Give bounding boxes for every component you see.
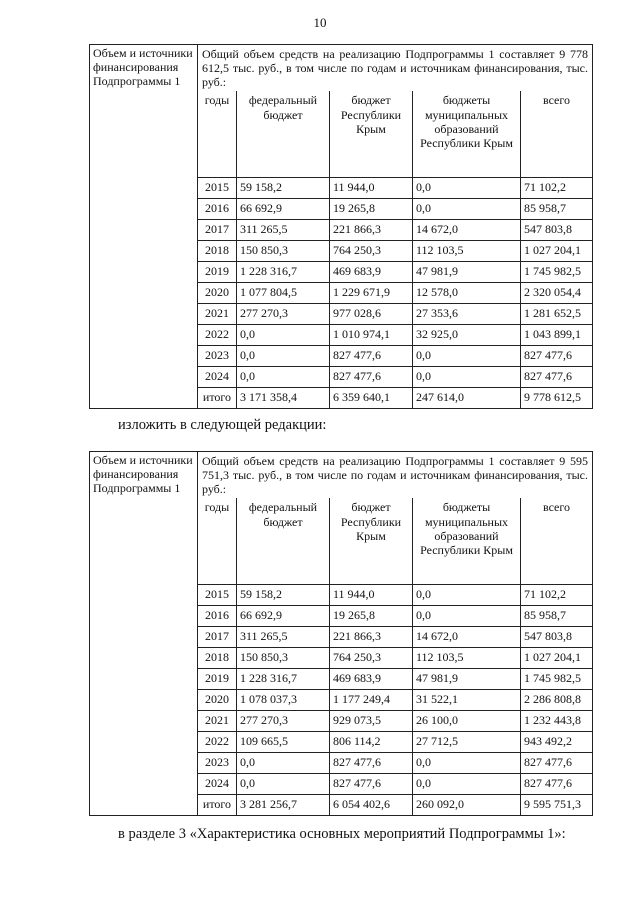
cell-federal: 277 270,3	[237, 711, 330, 732]
cell-total: 1 043 899,1	[521, 325, 593, 346]
cell-republic: 827 477,6	[330, 753, 413, 774]
cell-federal: 1 078 037,3	[237, 690, 330, 711]
cell-municipal: 47 981,9	[413, 262, 521, 283]
cell-municipal: 260 092,0	[413, 795, 521, 816]
cell-republic: 19 265,8	[330, 606, 413, 627]
cell-republic: 977 028,6	[330, 304, 413, 325]
cell-federal: 59 158,2	[237, 585, 330, 606]
cell-municipal: 14 672,0	[413, 627, 521, 648]
cell-total: 943 492,2	[521, 732, 593, 753]
table-row	[198, 669, 592, 690]
cell-municipal: 112 103,5	[413, 648, 521, 669]
bottom-instruction: в разделе 3 «Характеристика основных мероприятий Подпрограммы 1»:	[118, 826, 566, 842]
cell-republic: 11 944,0	[330, 178, 413, 199]
cell-year: 2018	[198, 241, 237, 262]
cell-municipal: 0,0	[413, 606, 521, 627]
cell-total: 9 595 751,3	[521, 795, 593, 816]
cell-year: 2017	[198, 220, 237, 241]
table-row	[198, 367, 592, 388]
table-row	[198, 774, 592, 795]
cell-year: 2021	[198, 711, 237, 732]
cell-federal: 109 665,5	[237, 732, 330, 753]
cell-year: 2015	[198, 585, 237, 606]
header-municipal: бюджеты муниципальных образований Республики Крым	[413, 91, 521, 178]
cell-republic: 764 250,3	[330, 241, 413, 262]
cell-federal: 0,0	[237, 774, 330, 795]
table-row	[198, 648, 592, 669]
header-municipal: бюджеты муниципальных образований Республики Крым	[413, 498, 521, 585]
cell-year: 2019	[198, 262, 237, 283]
old-financing-table	[89, 44, 593, 409]
cell-republic: 806 114,2	[330, 732, 413, 753]
cell-total: 1 027 204,1	[521, 648, 593, 669]
table-row	[198, 388, 592, 409]
cell-republic: 1 177 249,4	[330, 690, 413, 711]
table-description: Общий объем средств на реализацию Подпрограммы 1 составляет 9 595 751,3 тыс. руб., в том числе по годам и источникам финансирования, тыс. руб.:	[202, 454, 588, 497]
cell-municipal: 47 981,9	[413, 669, 521, 690]
cell-municipal: 27 712,5	[413, 732, 521, 753]
table-row	[198, 199, 592, 220]
cell-federal: 0,0	[237, 325, 330, 346]
cell-municipal: 247 614,0	[413, 388, 521, 409]
cell-republic: 11 944,0	[330, 585, 413, 606]
table-row	[198, 325, 592, 346]
cell-total: 827 477,6	[521, 367, 593, 388]
table-row	[198, 585, 592, 606]
cell-year: 2020	[198, 690, 237, 711]
cell-year: 2020	[198, 283, 237, 304]
cell-total: 9 778 612,5	[521, 388, 593, 409]
table-row	[198, 795, 592, 816]
cell-total: 71 102,2	[521, 585, 593, 606]
cell-year: 2017	[198, 627, 237, 648]
table-row	[198, 220, 592, 241]
cell-republic: 6 359 640,1	[330, 388, 413, 409]
header-total: всего	[521, 498, 593, 585]
cell-federal: 1 228 316,7	[237, 669, 330, 690]
cell-year: 2023	[198, 753, 237, 774]
table-row	[198, 346, 592, 367]
cell-republic: 469 683,9	[330, 669, 413, 690]
table-row	[198, 711, 592, 732]
table-row	[198, 178, 592, 199]
cell-total: 827 477,6	[521, 774, 593, 795]
cell-year: 2024	[198, 774, 237, 795]
cell-total: 827 477,6	[521, 753, 593, 774]
cell-year: 2022	[198, 325, 237, 346]
cell-federal: 59 158,2	[237, 178, 330, 199]
new-financing-table	[89, 451, 593, 816]
table-row	[198, 304, 592, 325]
row-label: Объем и источники финансирования Подпрограммы 1	[90, 452, 198, 816]
header-year: годы	[198, 498, 237, 585]
financing-grid	[198, 498, 592, 815]
cell-total: 1 027 204,1	[521, 241, 593, 262]
cell-federal: 150 850,3	[237, 648, 330, 669]
cell-year: итого	[198, 388, 237, 409]
header-republic: бюджет Республики Крым	[330, 498, 413, 585]
cell-year: 2024	[198, 367, 237, 388]
table-row	[198, 732, 592, 753]
cell-year: 2023	[198, 346, 237, 367]
cell-republic: 1 010 974,1	[330, 325, 413, 346]
cell-municipal: 0,0	[413, 199, 521, 220]
page-number: 10	[313, 15, 327, 30]
table-row	[198, 690, 592, 711]
cell-republic: 1 229 671,9	[330, 283, 413, 304]
cell-republic: 929 073,5	[330, 711, 413, 732]
table-row	[198, 241, 592, 262]
header-federal: федеральный бюджет	[237, 498, 330, 585]
cell-republic: 221 866,3	[330, 627, 413, 648]
cell-municipal: 0,0	[413, 346, 521, 367]
cell-municipal: 0,0	[413, 585, 521, 606]
cell-municipal: 112 103,5	[413, 241, 521, 262]
cell-total: 547 803,8	[521, 627, 593, 648]
cell-total: 1 281 652,5	[521, 304, 593, 325]
cell-total: 1 745 982,5	[521, 262, 593, 283]
cell-republic: 827 477,6	[330, 774, 413, 795]
cell-total: 827 477,6	[521, 346, 593, 367]
cell-federal: 277 270,3	[237, 304, 330, 325]
cell-total: 2 286 808,8	[521, 690, 593, 711]
table-row	[198, 627, 592, 648]
cell-municipal: 0,0	[413, 178, 521, 199]
cell-federal: 0,0	[237, 367, 330, 388]
cell-federal: 1 228 316,7	[237, 262, 330, 283]
cell-municipal: 0,0	[413, 367, 521, 388]
cell-republic: 827 477,6	[330, 367, 413, 388]
cell-federal: 66 692,9	[237, 199, 330, 220]
cell-total: 2 320 054,4	[521, 283, 593, 304]
header-federal: федеральный бюджет	[237, 91, 330, 178]
cell-municipal: 31 522,1	[413, 690, 521, 711]
cell-federal: 3 171 358,4	[237, 388, 330, 409]
cell-municipal: 0,0	[413, 774, 521, 795]
header-republic: бюджет Республики Крым	[330, 91, 413, 178]
middle-instruction: изложить в следующей редакции:	[118, 417, 327, 433]
cell-total: 71 102,2	[521, 178, 593, 199]
table-row	[198, 262, 592, 283]
cell-federal: 0,0	[237, 346, 330, 367]
cell-republic: 764 250,3	[330, 648, 413, 669]
cell-federal: 0,0	[237, 753, 330, 774]
cell-year: 2018	[198, 648, 237, 669]
cell-total: 85 958,7	[521, 606, 593, 627]
cell-year: 2021	[198, 304, 237, 325]
cell-year: 2016	[198, 199, 237, 220]
cell-total: 547 803,8	[521, 220, 593, 241]
cell-municipal: 27 353,6	[413, 304, 521, 325]
header-year: годы	[198, 91, 237, 178]
cell-federal: 150 850,3	[237, 241, 330, 262]
cell-year: 2019	[198, 669, 237, 690]
cell-year: 2022	[198, 732, 237, 753]
header-total: всего	[521, 91, 593, 178]
cell-republic: 6 054 402,6	[330, 795, 413, 816]
cell-municipal: 0,0	[413, 753, 521, 774]
table-row	[198, 753, 592, 774]
cell-republic: 221 866,3	[330, 220, 413, 241]
cell-municipal: 12 578,0	[413, 283, 521, 304]
cell-federal: 1 077 804,5	[237, 283, 330, 304]
cell-total: 1 745 982,5	[521, 669, 593, 690]
cell-republic: 827 477,6	[330, 346, 413, 367]
cell-total: 1 232 443,8	[521, 711, 593, 732]
cell-year: итого	[198, 795, 237, 816]
cell-republic: 19 265,8	[330, 199, 413, 220]
table-description: Общий объем средств на реализацию Подпрограммы 1 составляет 9 778 612,5 тыс. руб., в том числе по годам и источникам финансирования, тыс. руб.:	[202, 47, 588, 90]
cell-municipal: 14 672,0	[413, 220, 521, 241]
financing-grid	[198, 91, 592, 408]
cell-total: 85 958,7	[521, 199, 593, 220]
cell-year: 2016	[198, 606, 237, 627]
cell-year: 2015	[198, 178, 237, 199]
cell-federal: 311 265,5	[237, 220, 330, 241]
row-label: Объем и источники финансирования Подпрограммы 1	[90, 45, 198, 409]
cell-federal: 66 692,9	[237, 606, 330, 627]
cell-federal: 3 281 256,7	[237, 795, 330, 816]
cell-municipal: 26 100,0	[413, 711, 521, 732]
cell-republic: 469 683,9	[330, 262, 413, 283]
cell-municipal: 32 925,0	[413, 325, 521, 346]
table-row	[198, 606, 592, 627]
cell-federal: 311 265,5	[237, 627, 330, 648]
table-row	[198, 283, 592, 304]
